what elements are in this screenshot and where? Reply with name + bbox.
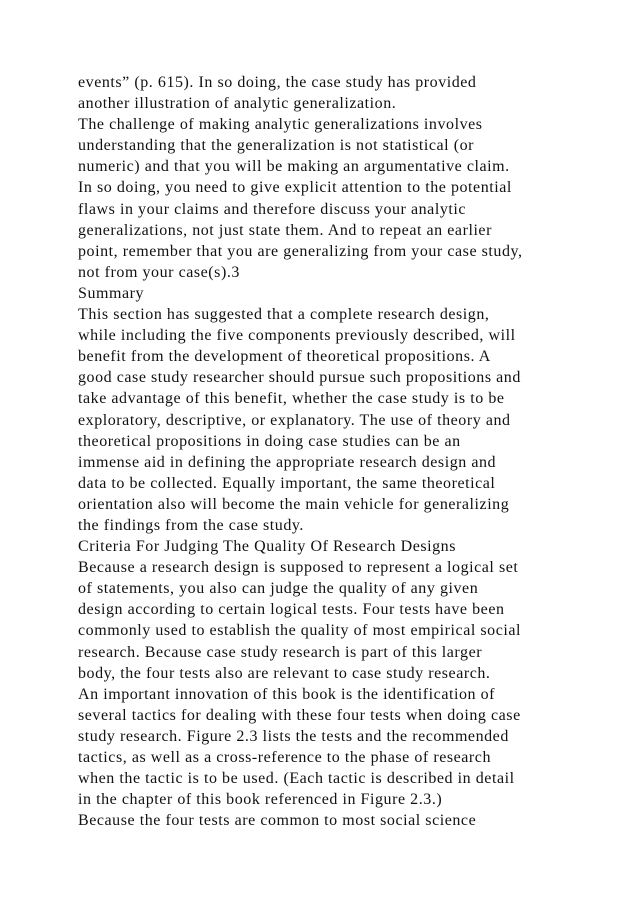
text-line: when the tactic is to be used. (Each tactic is described in detail [78, 770, 515, 788]
text-line: benefit from the development of theoretical propositions. A [78, 348, 491, 366]
text-line: data to be collected. Equally important, the same theoretical [78, 474, 496, 492]
text-line: The challenge of making analytic generalizations involves [78, 116, 483, 134]
text-line: flaws in your claims and therefore discuss your analytic [78, 200, 467, 218]
text-line: events” (p. 615). In so doing, the case study has provided [78, 74, 477, 91]
text-line: point, remember that you are generalizing from your case study, [78, 242, 523, 260]
text-line: In so doing, you need to give explicit attention to the potential [78, 179, 512, 197]
text-line: of statements, you also can judge the quality of any given [78, 580, 479, 598]
text-line: study research. Figure 2.3 lists the tests and the recommended [78, 727, 509, 745]
text-line: An important innovation of this book is the identification of [78, 685, 496, 703]
text-line: design according to certain logical tests. Four tests have been [78, 601, 505, 619]
text-line: numeric) and that you will be making an argumentative claim. [78, 158, 510, 176]
text-line: immense aid in defining the appropriate research design and [78, 453, 497, 471]
text-line: commonly used to establish the quality of most empirical social [78, 622, 522, 640]
text-line: several tactics for dealing with these four tests when doing case [78, 706, 521, 724]
text-line: exploratory, descriptive, or explanatory. The use of theory and [78, 411, 511, 429]
text-line: This section has suggested that a complete research design, [78, 306, 490, 324]
text-line: good case study researcher should pursue such propositions and [78, 369, 521, 387]
text-line: Criteria For Judging The Quality Of Research Designs [78, 538, 457, 556]
body-text [78, 72, 578, 831]
text-line: Because a research design is supposed to represent a logical set [78, 559, 519, 577]
text-line: theoretical propositions in doing case studies can be an [78, 432, 461, 450]
text-line: body, the four tests also are relevant to case study research. [78, 664, 491, 682]
text-line: orientation also will become the main vehicle for generalizing [78, 495, 510, 513]
text-line: tactics, as well as a cross-reference to the phase of research [78, 749, 492, 766]
text-line: not from your case(s).3 [78, 263, 240, 281]
text-line: while including the five components previously described, will [78, 327, 516, 345]
text-line: Summary [78, 284, 145, 302]
text-line: understanding that the generalization is not statistical (or [78, 137, 475, 155]
text-line: research. Because case study research is part of this larger [78, 643, 483, 661]
text-line: the findings from the case study. [78, 516, 304, 534]
text-line: another illustration of analytic generalization. [78, 95, 397, 113]
text-line: generalizations, not just state them. And to repeat an earlier [78, 221, 492, 239]
text-line: Because the four tests are common to most social science [78, 812, 477, 830]
text-line: take advantage of this benefit, whether the case study is to be [78, 390, 505, 408]
text-line: in the chapter of this book referenced in Figure 2.3.) [78, 791, 443, 809]
